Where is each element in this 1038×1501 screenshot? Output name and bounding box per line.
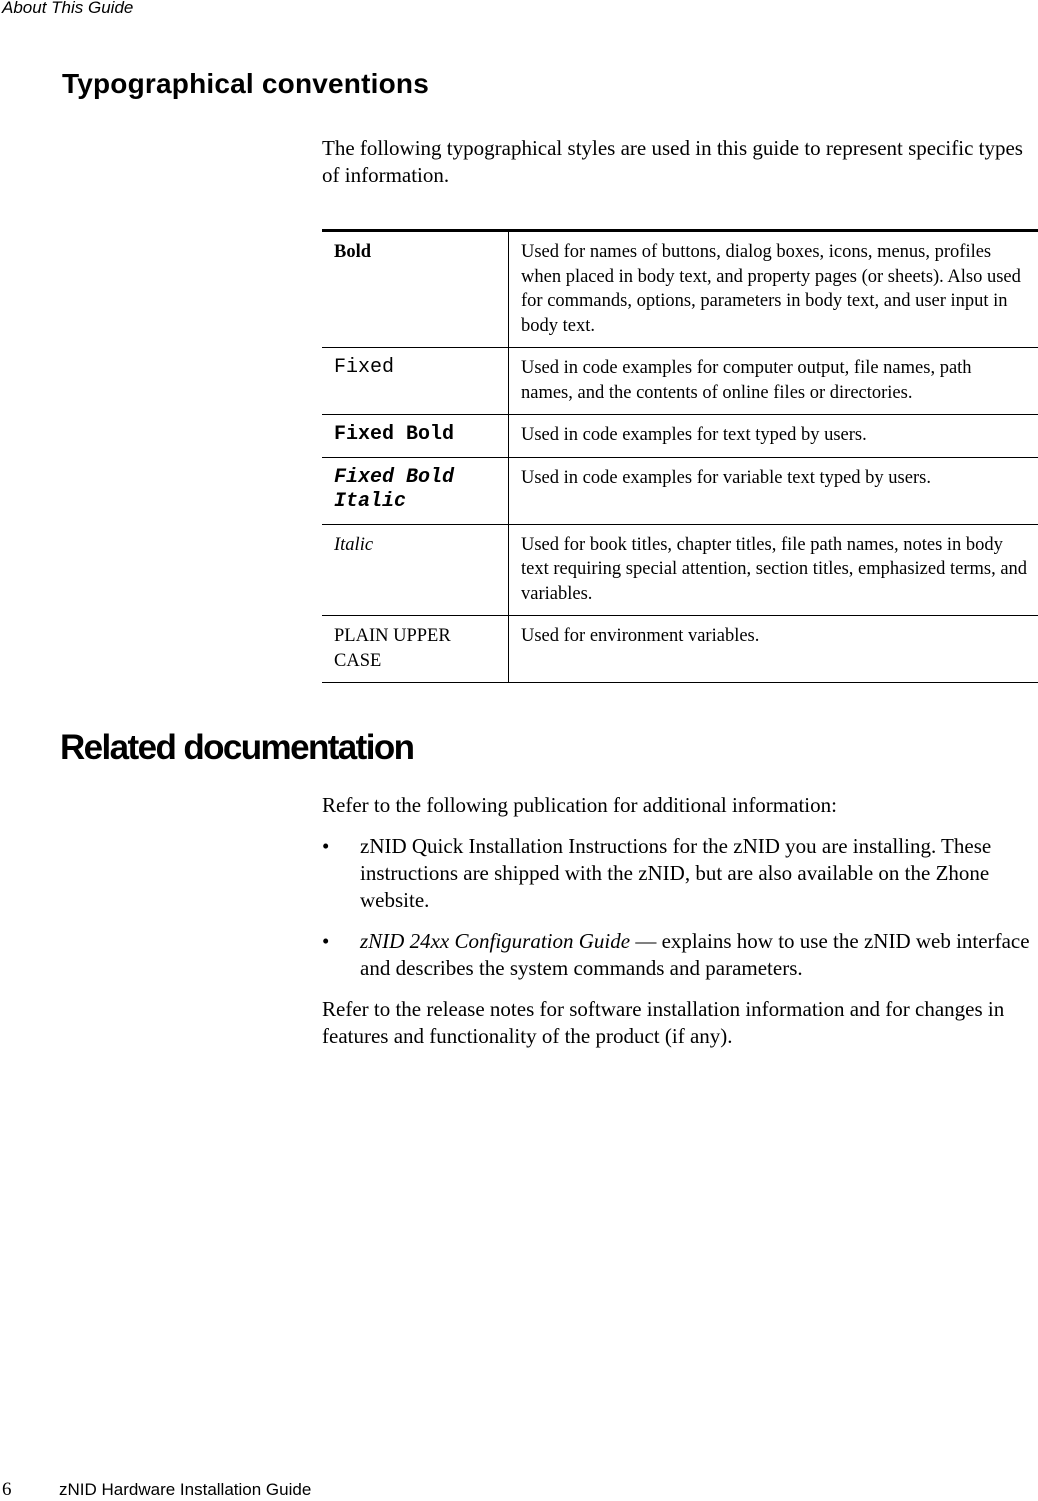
- table-row: [322, 231, 1038, 348]
- document-title: zNID Hardware Installation Guide: [59, 1480, 311, 1500]
- list-item-text: zNID Quick Installation Instructions for the zNID you are installing. These instructions are shipped with the zNID, but are also available on the Zhone website.: [360, 834, 991, 912]
- section-heading-related-documentation: Related documentation: [60, 728, 413, 768]
- list-item: [322, 928, 1034, 982]
- style-description: Used in code examples for text typed by users.: [509, 415, 1038, 458]
- conventions-table: [322, 229, 1038, 683]
- table-row: [322, 524, 1038, 616]
- style-term: Bold: [322, 231, 509, 348]
- style-term: Italic: [322, 524, 509, 616]
- publication-title: zNID 24xx Configuration Guide: [360, 929, 630, 953]
- list-item-text: — explains how to use the zNID web interface and describes the system commands and parameters.: [360, 929, 1030, 980]
- bullet-icon: •: [322, 928, 329, 955]
- page-number: 6: [2, 1479, 12, 1501]
- section-heading-typographical-conventions: Typographical conventions: [62, 68, 429, 100]
- style-description: Used in code examples for variable text typed by users.: [509, 457, 1038, 524]
- style-term: PLAIN UPPER CASE: [322, 616, 509, 683]
- related-intro: Refer to the following publication for additional information:: [322, 792, 1034, 819]
- style-term: Fixed Bold: [322, 415, 509, 458]
- table-row: [322, 415, 1038, 458]
- page-footer: [0, 1479, 1038, 1499]
- related-outro: Refer to the release notes for software installation information and for changes in features and functionality of the product (if any).: [322, 996, 1034, 1050]
- list-item: [322, 833, 1034, 914]
- style-description: Used in code examples for computer output, file names, path names, and the contents of online files or directories.: [509, 348, 1038, 415]
- running-header: About This Guide: [2, 0, 133, 18]
- style-description: Used for names of buttons, dialog boxes, icons, menus, profiles when placed in body text, and property pages (or sheets). Also used for commands, options, parameters in body text, and user input in body text.: [509, 231, 1038, 348]
- style-term: Fixed Bold Italic: [322, 457, 509, 524]
- style-description: Used for book titles, chapter titles, file path names, notes in body text requiring special attention, section titles, emphasized terms, and variables.: [509, 524, 1038, 616]
- table-row: [322, 348, 1038, 415]
- style-term: Fixed: [322, 348, 509, 415]
- bullet-icon: •: [322, 833, 329, 860]
- typographical-intro: The following typographical styles are used in this guide to represent specific types of information.: [322, 135, 1034, 189]
- style-description: Used for environment variables.: [509, 616, 1038, 683]
- table-row: [322, 616, 1038, 683]
- related-list: [322, 833, 1034, 996]
- table-row: [322, 457, 1038, 524]
